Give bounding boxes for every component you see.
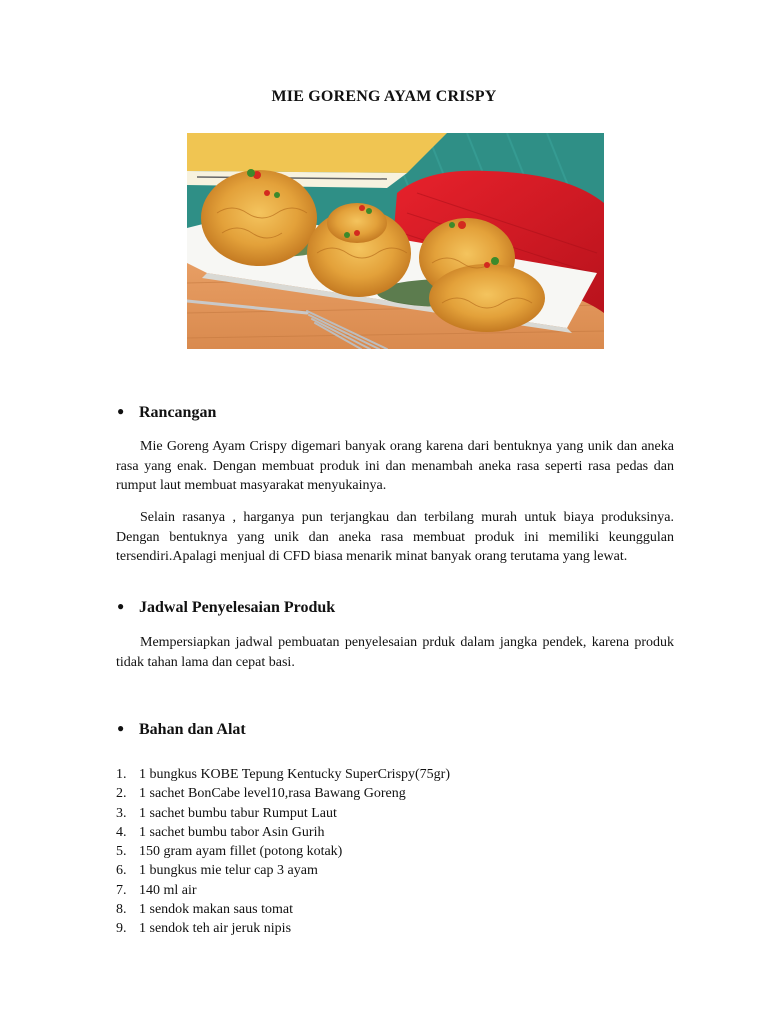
- list-item-text: 1 sachet bumbu tabor Asin Gurih: [139, 824, 325, 840]
- ingredient-list: [116, 765, 450, 939]
- paragraph: [116, 437, 674, 496]
- list-item-number: 4.: [116, 824, 127, 840]
- list-item-number: 1.: [116, 767, 127, 782]
- list-item: [116, 900, 450, 919]
- paragraph-text: Selain rasanya , harganya pun terjangkau dan terbilang murah untuk biaya produksinya. Dengan bentuknya yang unik dan aneka rasa membuat produk ini memiliki keunggulan tersendiri.Apalagi menjual di CFD biasa menarik minat banyak orang terutama yang lewat.: [116, 510, 674, 564]
- list-item: [116, 881, 450, 900]
- document-title: MIE GORENG AYAM CRISPY: [271, 88, 497, 105]
- list-item-text: 1 sachet BonCabe level10,rasa Bawang Goreng: [139, 786, 406, 802]
- paragraph: [116, 508, 674, 567]
- food-photo-illustration: [187, 133, 604, 349]
- section-heading-label: Jadwal Penyelesaian Produk: [139, 599, 336, 616]
- section-heading-rancangan: [117, 404, 216, 422]
- list-item-number: 6.: [116, 863, 127, 879]
- bullet-icon: ●: [117, 721, 125, 735]
- list-item-number: 3.: [116, 805, 127, 821]
- section-heading-label: Bahan dan Alat: [139, 721, 246, 738]
- section-heading-label: Rancangan: [139, 404, 217, 421]
- list-item-text: 1 bungkus KOBE Tepung Kentucky SuperCrispy(75gr): [139, 767, 451, 782]
- list-item: [116, 765, 450, 784]
- list-item: [116, 823, 450, 842]
- list-item: [116, 804, 450, 823]
- list-item: [116, 784, 450, 803]
- list-item-text: 1 bungkus mie telur cap 3 ayam: [139, 863, 318, 879]
- food-photo: [187, 133, 604, 349]
- list-item-text: 140 ml air: [139, 882, 197, 898]
- list-item-number: 2.: [116, 786, 127, 802]
- list-item: [116, 842, 450, 861]
- section-heading-bahan: [117, 721, 246, 739]
- bullet-icon: ●: [117, 404, 125, 418]
- list-item-text: 150 gram ayam fillet (potong kotak): [139, 844, 343, 860]
- list-item: [116, 861, 450, 880]
- list-item-number: 9.: [116, 921, 127, 937]
- list-item-text: 1 sendok makan saus tomat: [139, 902, 293, 918]
- list-item-number: 8.: [116, 902, 127, 918]
- bullet-icon: ●: [117, 599, 125, 613]
- list-item-number: 5.: [116, 844, 127, 860]
- list-item: [116, 919, 450, 938]
- list-item-text: 1 sendok teh air jeruk nipis: [139, 921, 292, 937]
- paragraph-text: Mie Goreng Ayam Crispy digemari banyak orang karena dari bentuknya yang unik dan aneka rasa yang enak. Dengan membuat produk ini dan menambah aneka rasa seperti rasa pedas dan rumput laut membuat masyarakat menyukainya.: [116, 439, 674, 493]
- paragraph-text: Mempersiapkan jadwal pembuatan penyelesaian prduk dalam jangka pendek, karena produk tidak tahan lama dan cepat basi.: [116, 635, 674, 670]
- paragraph: [116, 633, 674, 672]
- list-item-number: 7.: [116, 882, 127, 898]
- section-heading-jadwal: [117, 599, 335, 617]
- list-item-text: 1 sachet bumbu tabur Rumput Laut: [139, 805, 337, 821]
